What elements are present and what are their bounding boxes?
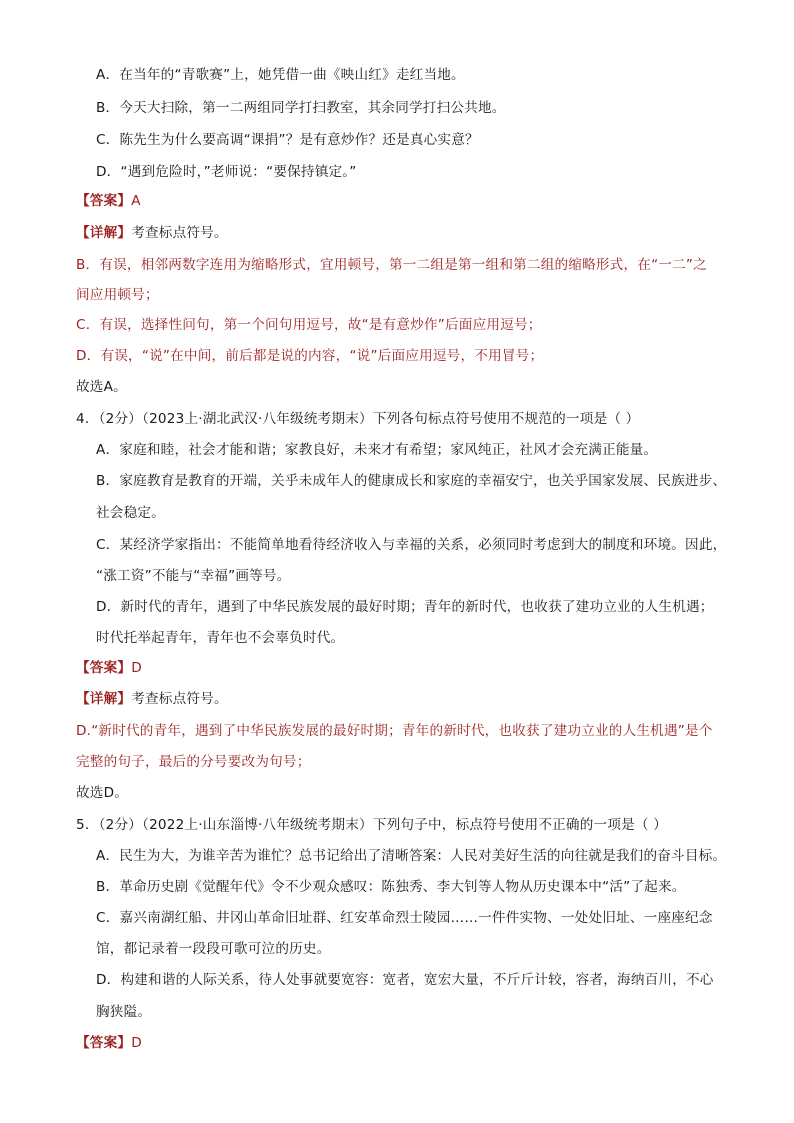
q3-detail-d: D．有误，“说”在中间，前后都是说的内容，“说”后面应用逗号，不用冒号； bbox=[76, 348, 544, 364]
answer-value: A bbox=[131, 193, 141, 209]
q5-option-a: A．民生为大，为谁辛苦为谁忙？总书记给出了清晰答案：人民对美好生活的向往就是我们的奋斗目标。 bbox=[96, 848, 727, 864]
answer-label: 【答案】 bbox=[76, 1035, 132, 1051]
q4-option-b-1: B．家庭教育是教育的开端，关乎未成年人的健康成长和家庭的幸福安宁，也关乎国家发展、民族进步、 bbox=[96, 473, 727, 489]
q5-option-d-2: 胸狭隘。 bbox=[96, 1004, 152, 1020]
q5-option-d-1: D．构建和谐的人际关系，待人处事就要宽容：宽者，宽宏大量，不斤斤计较，容者，海纳百川，不心 bbox=[96, 972, 714, 988]
answer-value: D bbox=[131, 660, 142, 676]
q3-detail-c: C．有误，选择性问句，第一个问句用逗号，故“是有意炒作”后面应用逗号； bbox=[76, 317, 542, 333]
q4-conclusion: 故选D。 bbox=[76, 785, 129, 801]
q4-option-a: A．家庭和睦，社会才能和谐；家教良好，未来才有希望；家风纯正，社风才会充满正能量。 bbox=[96, 442, 658, 458]
q4-option-b-2: 社会稳定。 bbox=[96, 505, 165, 521]
q3-option-c: C．陈先生为什么要高调“课捐”？是有意炒作？还是真心实意？ bbox=[96, 132, 479, 148]
q5-answer bbox=[76, 1033, 142, 1053]
q3-explanation bbox=[76, 223, 228, 243]
q4-option-d-2: 时代托举起青年，青年也不会辜负时代。 bbox=[96, 630, 345, 646]
q5-stem: 5．（2分）（2022上·山东淄博·八年级统考期末）下列句子中，标点符号使用不正确的一项是（ ） bbox=[76, 817, 668, 833]
answer-label: 【答案】 bbox=[76, 193, 132, 209]
q3-detail-b-2: 间应用顿号； bbox=[76, 287, 159, 303]
q3-conclusion: 故选A。 bbox=[76, 379, 127, 395]
answer-value: D bbox=[131, 1035, 142, 1051]
explanation-label: 【详解】 bbox=[76, 225, 132, 241]
answer-label: 【答案】 bbox=[76, 660, 132, 676]
q3-detail-b-1: B．有误，相邻两数字连用为缩略形式，宜用顿号，第一二组是第一组和第二组的缩略形式，在“一二”之 bbox=[76, 257, 707, 273]
q3-option-d: D．“遇到危险时，”老师说：“要保持镇定。” bbox=[96, 164, 357, 180]
q4-detail-2: 完整的句子，最后的分号要改为句号； bbox=[76, 754, 311, 770]
q4-answer bbox=[76, 658, 142, 678]
q3-option-b: B．今天大扫除，第一二两组同学打扫教室，其余同学打扫公共地。 bbox=[96, 100, 506, 116]
q4-option-c-1: C．某经济学家指出：不能简单地看待经济收入与幸福的关系，必须同时考虑到大的制度和环境。因此， bbox=[96, 537, 727, 553]
explanation-label: 【详解】 bbox=[76, 691, 132, 707]
q4-option-d-1: D．新时代的青年，遇到了中华民族发展的最好时期；青年的新时代，也收获了建功立业的人生机遇； bbox=[96, 599, 714, 615]
q5-option-c-1: C．嘉兴南湖红船、井冈山革命旧址群、红安革命烈士陵园……一件件实物、一处处旧址、一座座纪念 bbox=[96, 910, 713, 926]
q5-option-b: B．革命历史剧《觉醒年代》令不少观众感叹：陈独秀、李大钊等人物从历史课本中“活”了起来。 bbox=[96, 879, 686, 895]
q3-answer bbox=[76, 191, 141, 211]
explanation-text: 考查标点符号。 bbox=[131, 225, 228, 241]
q4-detail-1: D.“新时代的青年，遇到了中华民族发展的最好时期；青年的新时代，也收获了建功立业的人生机遇”是个 bbox=[76, 723, 713, 739]
explanation-text: 考查标点符号。 bbox=[131, 691, 228, 707]
q5-option-c-2: 馆，都记录着一段段可歌可泣的历史。 bbox=[96, 941, 331, 957]
q4-stem: 4．（2分）（2023上·湖北武汉·八年级统考期末）下列各句标点符号使用不规范的一项是（ ） bbox=[76, 411, 640, 427]
q4-explanation bbox=[76, 689, 228, 709]
q3-option-a: A．在当年的“青歌赛”上，她凭借一曲《映山红》走红当地。 bbox=[96, 67, 465, 83]
q4-option-c-2: “涨工资”不能与“幸福”画等号。 bbox=[96, 568, 291, 584]
